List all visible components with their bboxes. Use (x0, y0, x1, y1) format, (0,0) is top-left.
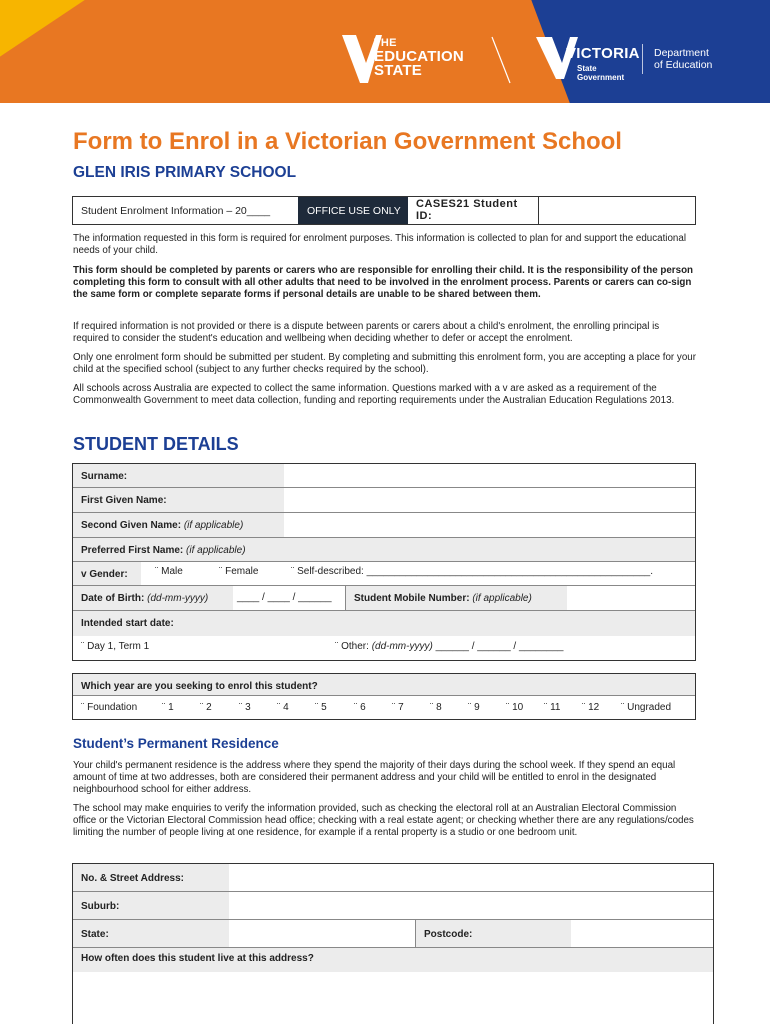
postcode-label: Postcode: (415, 920, 571, 947)
year-option-10[interactable]: ¨ 10 (506, 702, 524, 713)
cases21-field[interactable] (538, 197, 695, 224)
start-date-options-row (73, 636, 695, 660)
year-question-row (73, 674, 695, 696)
year-option-foundation[interactable]: ¨ Foundation (81, 702, 138, 713)
suburb-field[interactable] (229, 892, 713, 919)
year-option-8[interactable]: ¨ 8 (430, 702, 442, 713)
logo-divider (642, 44, 643, 74)
header-banner (0, 0, 770, 103)
department-label: Department of Education (654, 47, 713, 71)
student-details-heading: STUDENT DETAILS (73, 434, 239, 454)
year-option-11[interactable]: ¨ 11 (544, 702, 561, 713)
education-state-logo-text: THE EDUCATION STATE (374, 37, 464, 79)
victoria-logo-text: VICTORIA (566, 45, 640, 62)
postcode-field[interactable] (571, 920, 713, 947)
dob-field[interactable]: ____ / ____ / ______ (237, 592, 332, 603)
residence-paragraph-2: The school may make enquiries to verify the information provided, such as checking the electoral roll at an Australian Electoral Commission office or the Victorian Electoral Commission head office; checking with a real estate agent; or checking whether there are any regulations/codes limiting the number of people living at one residence, for example if a rental property is a studio or one bedroom unit. (73, 803, 694, 838)
suburb-label: Suburb: (73, 892, 229, 919)
year-option-1[interactable]: ¨ 1 (162, 702, 174, 713)
how-often-row (73, 948, 713, 972)
second-name-row (73, 513, 695, 538)
gender-label: v Gender: (73, 562, 141, 585)
responsibility-paragraph: This form should be completed by parents or carers who are responsible for enrolling their child. It is the responsibility of the person completing this form to consult with all other adults that need to be involved in the enrolment process. Parents or carers can co-sign the same form or complete separate forms if personal details are unable to be shared between them. (73, 265, 694, 300)
year-option-6[interactable]: ¨ 6 (354, 702, 366, 713)
start-date-label: Intended start date: (81, 618, 174, 629)
year-level-table (72, 673, 696, 720)
year-option-4[interactable]: ¨ 4 (277, 702, 289, 713)
year-option-7[interactable]: ¨ 7 (392, 702, 404, 713)
year-option-9[interactable]: ¨ 9 (468, 702, 480, 713)
mobile-label: Student Mobile Number: (if applicable) (345, 586, 567, 610)
year-options-row (73, 696, 695, 720)
second-name-label: Second Given Name: (if applicable) (73, 513, 284, 537)
gender-row (73, 562, 695, 586)
one-form-paragraph: Only one enrolment form should be submitted per student. By completing and submitting this enrolment form, you are accepting a place for your child at the specified school (subject to any further checks required by the school). (73, 352, 696, 375)
enrolment-year-label: Student Enrolment Information – 20____ (81, 205, 271, 217)
preferred-name-label: Preferred First Name: (if applicable) (73, 538, 373, 561)
mobile-field[interactable] (567, 586, 695, 610)
second-name-field[interactable] (284, 513, 695, 537)
first-name-label: First Given Name: (73, 488, 284, 512)
dob-row (73, 586, 695, 611)
year-option-2[interactable]: ¨ 2 (200, 702, 212, 713)
street-label: No. & Street Address: (73, 864, 229, 891)
state-label: State: (73, 920, 229, 947)
first-name-field[interactable] (284, 488, 695, 512)
residence-paragraph-1: Your child's permanent residence is the address where they spend the majority of their days during the school week. If they spend an equal amount of time at two addresses, both are considered their permanent address and your child will be entitled to enrol in the designated neighbourhood school for either address. (73, 760, 676, 795)
address-table (72, 863, 714, 1024)
how-often-label: How often does this student live at this address? (81, 953, 314, 964)
street-field[interactable] (229, 864, 713, 891)
start-date-label-row (73, 611, 695, 636)
state-field[interactable] (229, 920, 415, 947)
start-day1-checkbox[interactable]: ¨ Day 1, Term 1 (81, 641, 150, 652)
surname-label: Surname: (73, 464, 284, 487)
suburb-row (73, 892, 713, 920)
gender-male-checkbox[interactable]: ¨ Male (155, 566, 183, 577)
year-option-12[interactable]: ¨ 12 (582, 702, 600, 713)
victoria-logo-subtitle: State Government (577, 64, 625, 82)
first-name-row (73, 488, 695, 513)
street-row (73, 864, 713, 892)
preferred-name-row (73, 538, 695, 562)
student-details-table (72, 463, 696, 661)
dob-label: Date of Birth: (dd-mm-yyyy) (73, 586, 233, 610)
school-name: GLEN IRIS PRIMARY SCHOOL (73, 164, 297, 181)
enrolment-info-box (72, 196, 696, 225)
year-option-3[interactable]: ¨ 3 (239, 702, 251, 713)
gender-female-checkbox[interactable]: ¨ Female (219, 566, 259, 577)
commonwealth-paragraph: All schools across Australia are expected to collect the same information. Questions marked with a v are asked as a requirement of the Commonwealth Government to meet data collection, funding and reporting requirements under the Australian Education Regulations 2013. (73, 383, 675, 406)
surname-row (73, 464, 695, 488)
page-title: Form to Enrol in a Victorian Government School (73, 128, 622, 155)
year-option-ungraded[interactable]: ¨ Ungraded (621, 702, 672, 713)
start-other-checkbox[interactable]: ¨ Other: (dd-mm-yyyy) ______ / ______ / ________ (335, 641, 564, 652)
surname-field[interactable] (284, 464, 695, 487)
gender-self-described-checkbox[interactable]: ¨ Self-described: ___________________________________________________. (291, 566, 654, 577)
dispute-paragraph: If required information is not provided or there is a dispute between parents or carers about a child's enrolment, the enrolling principal is required to consider the student's education and wellbeing when deciding whether to defer or accept the enrolment. (73, 321, 660, 344)
state-row (73, 920, 713, 948)
office-use-label: OFFICE USE ONLY (298, 197, 408, 224)
cases21-label: CASES21 Student ID: (416, 198, 518, 222)
year-question-label: Which year are you seeking to enrol this student? (81, 681, 318, 692)
year-option-5[interactable]: ¨ 5 (315, 702, 327, 713)
intro-paragraph: The information requested in this form is required for enrolment purposes. This information is collected to plan for and support the educational needs of your child. (73, 233, 686, 256)
residence-heading: Student’s Permanent Residence (73, 736, 279, 751)
